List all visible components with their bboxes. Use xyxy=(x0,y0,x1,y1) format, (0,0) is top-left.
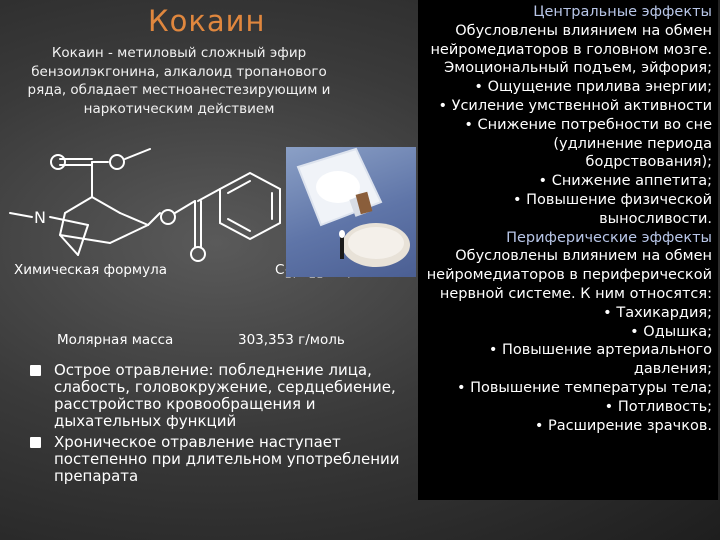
checkbox-bullet-icon xyxy=(30,437,41,448)
effects-text xyxy=(418,3,712,435)
list-item: • Повышение температуры тела; xyxy=(456,379,712,396)
cocaine-structure-diagram xyxy=(0,135,290,270)
central-effects-heading: Центральные эффекты xyxy=(533,4,712,20)
svg-text:N: N xyxy=(34,208,46,227)
slide-title: Кокаин xyxy=(148,4,266,38)
list-item: • Усиление умственной активности xyxy=(438,97,712,114)
formula-label: Химическая формула xyxy=(14,262,167,278)
list-item: Хроническое отравление наступает постепенно при длительном употреблении препарата xyxy=(30,434,400,485)
molar-mass-value: 303,353 г/моль xyxy=(238,332,345,348)
list-item: • Снижение аппетита; xyxy=(538,173,712,190)
poisoning-list xyxy=(30,362,400,489)
peripheral-effects-heading: Периферические эффекты xyxy=(506,229,712,246)
list-item: • Одышка; xyxy=(630,323,712,340)
list-item: бодрствования); xyxy=(585,154,712,171)
powder-bag-illustration xyxy=(286,147,416,277)
list-item: • Потливость; xyxy=(604,398,712,415)
molar-mass-label: Молярная масса xyxy=(57,332,174,348)
list-item: • Расширение зрачков. xyxy=(534,417,712,434)
list-item: • Тахикардия; xyxy=(603,304,712,321)
peripheral-effects-intro: Обусловлены влиянием на обмен нейромедиаторов в периферической нервной системе. К ним относятся: xyxy=(426,248,712,302)
list-item: давления; xyxy=(633,361,712,378)
list-item: • Повышение физической xyxy=(512,191,712,208)
list-item: выносливости. xyxy=(599,210,712,227)
list-item: (удлинение периода xyxy=(553,135,712,152)
checkbox-bullet-icon xyxy=(30,365,41,376)
list-item: • Ощущение прилива энергии; xyxy=(474,79,712,96)
list-item: Острое отравление: побледнение лица, слабость, головокружение, сердцебиение, расстройство кровообращения и дыхательных функций xyxy=(30,362,400,430)
list-item: • Снижение потребности во сне xyxy=(464,116,712,133)
formula-value: C xyxy=(275,262,285,278)
list-item: • Повышение артериального xyxy=(488,342,712,359)
intro-text: Кокаин - метиловый сложный эфир бензоилэкгонина, алкалоид тропанового ряда, обладает местноанестезирующим и наркотическим действием xyxy=(27,45,331,117)
cocaine-powder-photo xyxy=(286,147,416,277)
central-effects-intro: Обусловлены влиянием на обмен нейромедиаторов в головном мозге. Эмоциональный подъем, эйфория; xyxy=(430,22,712,77)
